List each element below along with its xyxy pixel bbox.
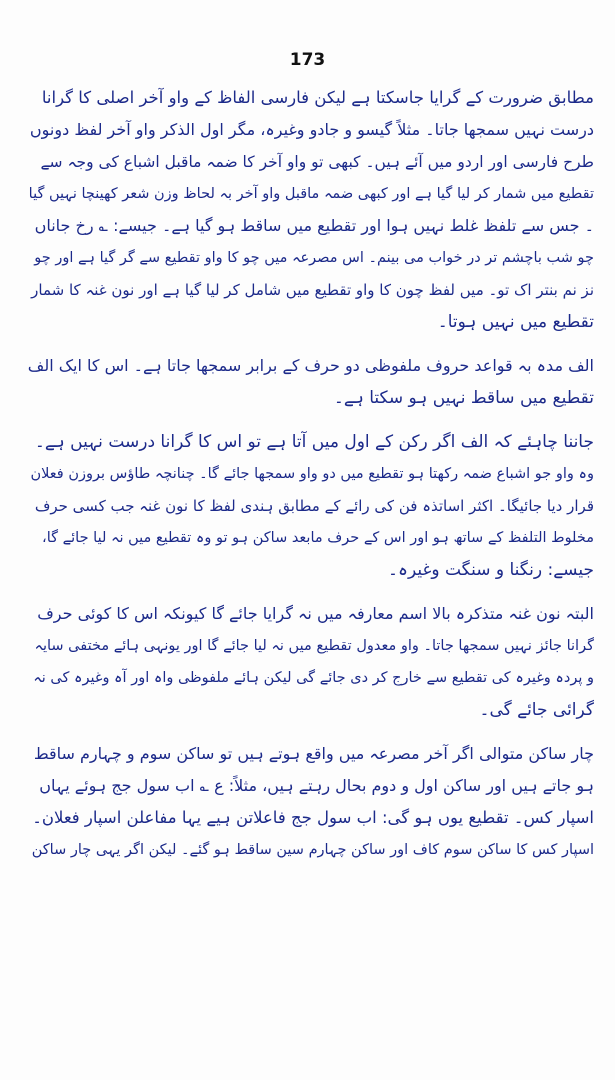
text-line: چو شب باچشم تر در خواب می بینم۔ اس مصرعہ میں چو کا واو تقطیع سے گر گیا ہے اور چو [34, 250, 594, 266]
paragraph-3 [28, 426, 594, 586]
text-line: مخلوط التلفظ کے ساتھ ہو اور اس کے حرف مابعد ساکن ہو تو وہ تقطیع میں نہ لیا جائے گا، [42, 530, 594, 546]
text-line: جاننا چاہئے کہ الف اگر رکن کے اول میں آتا ہے تو اس کا گرانا درست نہیں ہے۔ [34, 432, 594, 452]
text-line: اسپار کس۔ تقطیع یوں ہو گی: اب سول جج فاعلاتن ہیے یہا مفاعلن اسپار فعلان۔ [32, 808, 594, 827]
text-line: گرانا جائز نہیں سمجھا جاتا۔ واو معدول تقطیع میں نہ لیا جائے گا اور یونہی ہائے مختفی سایہ [34, 638, 594, 654]
text-line: اسپار کس کا ساکن سوم کاف اور ساکن چہارم سین ساقط ہو گئے۔ لیکن اگر یہی چار ساکن [31, 842, 594, 858]
text-line: گرائی جائے گی۔ [479, 700, 594, 720]
paragraph-gap [28, 726, 594, 738]
text-line: چار ساکن متوالی اگر آخر مصرعہ میں واقع ہوتے ہیں تو ساکن سوم و چہارم ساقط [33, 744, 594, 763]
paragraph-4 [28, 598, 594, 726]
text-line: الف مدہ بہ قواعد حروف ملفوظی دو حرف کے برابر سمجھا جاتا ہے۔ اس کا ایک الف [28, 356, 594, 375]
paragraph-5 [28, 738, 594, 866]
paragraph-2 [28, 350, 594, 414]
text-line: تقطیع میں ساقط نہیں ہو سکتا ہے۔ [333, 388, 594, 408]
text-line: تقطیع میں نہیں ہوتا۔ [437, 312, 594, 332]
page-number: 173 [289, 50, 326, 70]
text-line: نز نم بنتر اک تو۔ میں لفظ چون کا واو تقطیع میں شامل کر لیا گیا ہے اور نون غنہ کا شمار [31, 281, 594, 299]
text-line: و پردہ وغیرہ کی تقطیع سے خارج کر دی جائے گی لیکن ہائے ملفوظی واہ اور آہ وغیرہ کی نہ [33, 670, 594, 686]
text-line: البتہ نون غنہ متذکرہ بالا اسم معارفہ میں نہ گرایا جائے گا کیونکہ اس کا کوئی حرف [37, 604, 594, 623]
page-body [28, 82, 594, 866]
text-line: ۔ جس سے تلفظ غلط نہیں ہوا اور تقطیع میں ساقط ہو گیا ہے۔ جیسے: ؎ رخ جاناں [34, 216, 594, 235]
text-line: طرح فارسی اور اردو میں آئے ہیں۔ کبھی تو واو آخر کا ضمہ ماقبل اشباع کی وجہ سے [40, 153, 594, 171]
paragraph-gap [28, 338, 594, 350]
text-line: مطابق ضرورت کے گرایا جاسکتا ہے لیکن فارسی الفاظ کے واو آخر اصلی کا گرانا [41, 88, 594, 107]
text-line: وہ واو جو اشباع ضمہ رکھتا ہو تقطیع میں دو واو سمجھا جائے گا۔ چنانچہ طاؤس بروزن فعلان [30, 466, 594, 482]
paragraph-gap [28, 414, 594, 426]
text-line: تقطیع میں شمار کر لیا گیا ہے اور کبھی ضمہ ماقبل واو آخر بہ لحاظ وزن شعر کھینچا نہیں گیا [28, 186, 594, 202]
text-line: جیسے: رنگنا و سنگت وغیرہ۔ [388, 560, 594, 580]
text-line: قرار دیا جائیگا۔ اکثر اساتذہ فن کی رائے کے مطابق ہندی لفظ کا نون غنہ جب کسی حرف [34, 497, 594, 515]
paragraph-gap [28, 586, 594, 598]
text-line: درست نہیں سمجھا جاتا۔ مثلاً گیسو و جادو وغیرہ، مگر اول الذکر واو آخر لفظ دونوں [29, 120, 594, 139]
text-line: ہو جاتے ہیں اور ساکن اول و دوم بحال رہتے ہیں، مثلاً: ع ؎ اب سول جج ہوئے یہاں [39, 776, 594, 795]
paragraph-1 [28, 82, 594, 338]
